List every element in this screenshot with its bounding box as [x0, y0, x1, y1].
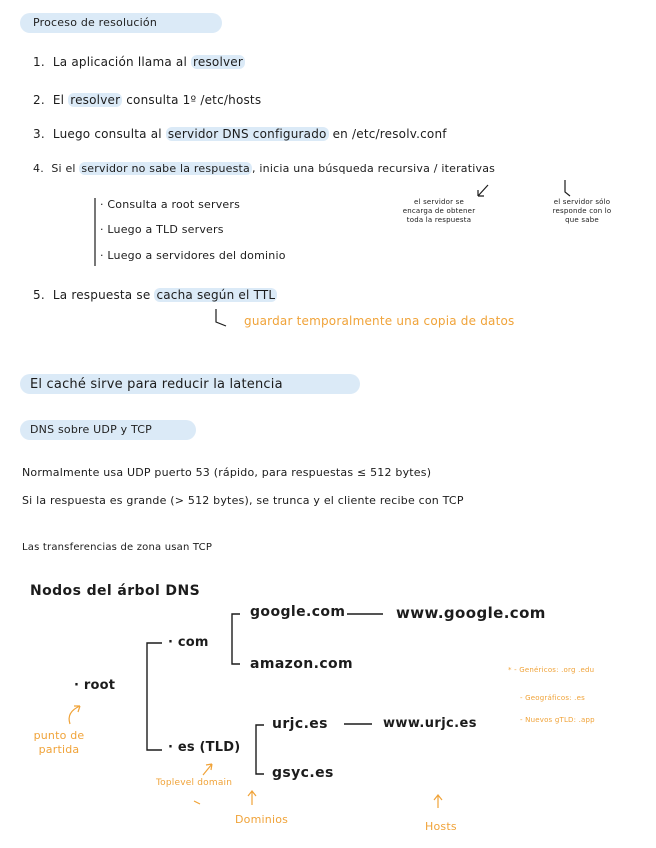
tree-title: Nodos del árbol DNS	[30, 583, 201, 599]
tree-urjc: urjc.es	[272, 716, 328, 732]
arrow-recursive-icon	[478, 185, 488, 196]
substep-tld: · Luego a TLD servers	[100, 223, 224, 236]
substep-root: · Consulta a root servers	[100, 198, 241, 211]
substep-domain: · Luego a servidores del dominio	[100, 249, 286, 262]
com-bracket	[232, 614, 240, 664]
toplevel-arrow-icon	[203, 764, 212, 775]
section-title-resolution: Proceso de resolución	[33, 16, 158, 29]
tree-gsyc: gsyc.es	[272, 765, 334, 781]
tree-amazon: amazon.com	[250, 656, 354, 672]
hosts-arrow-icon	[434, 795, 442, 808]
tree-es: · es (TLD)	[168, 740, 241, 755]
root-bracket	[147, 643, 162, 750]
step-2: 2. El resolver consulta 1º /etc/hosts	[33, 93, 262, 107]
cache-note: guardar temporalmente una copia de datos	[244, 314, 515, 328]
arrow-iterative-icon	[565, 180, 570, 196]
step-3: 3. Luego consulta al servidor DNS configurado en /etc/resolv.conf	[33, 127, 447, 141]
tree-google: google.com	[250, 604, 346, 620]
dominios-arrow-icon	[248, 791, 256, 805]
start-arrow-icon	[69, 706, 80, 724]
tree-www-urjc: www.urjc.es	[383, 716, 477, 731]
tree-www-google: www.google.com	[396, 604, 546, 622]
legend-nuevos: - Nuevos gTLD: .app	[520, 716, 595, 724]
toplevel-mark-icon	[194, 801, 200, 804]
note-iterative: el servidor sólo responde con lo que sabe	[552, 198, 612, 224]
tree-com: · com	[168, 635, 209, 650]
dominios-label: Dominios	[235, 813, 289, 826]
section-title-udp-tcp: DNS sobre UDP y TCP	[30, 423, 153, 436]
udp-line: Normalmente usa UDP puerto 53 (rápido, para respuestas ≤ 512 bytes)	[22, 466, 432, 479]
tree-root: · root	[74, 678, 116, 693]
es-bracket	[256, 725, 264, 774]
cache-latency-line: El caché sirve para reducir la latencia	[30, 377, 283, 392]
legend-genericos: * - Genéricos: .org .edu	[508, 666, 595, 674]
hosts-label: Hosts	[425, 820, 457, 833]
start-label: punto de partida	[33, 729, 85, 756]
step-1: 1. La aplicación llama al resolver	[33, 55, 244, 69]
tcp-truncate-line: Si la respuesta es grande (> 512 bytes), se trunca y el cliente recibe con TCP	[22, 494, 464, 507]
arrow-cache-icon	[216, 309, 226, 326]
zone-transfer-line: Las transferencias de zona usan TCP	[22, 542, 213, 553]
step-5: 5. La respuesta se cacha según el TTL	[33, 288, 276, 302]
legend-geograficos: - Geográficos: .es	[520, 694, 585, 702]
step-4: 4. Si el servidor no sabe la respuesta , inicia una búsqueda recursiva / iterativas	[33, 162, 496, 175]
note-recursive: el servidor se encarga de obtener toda la respuesta	[402, 198, 476, 224]
toplevel-label: Toplevel domain	[156, 778, 233, 788]
